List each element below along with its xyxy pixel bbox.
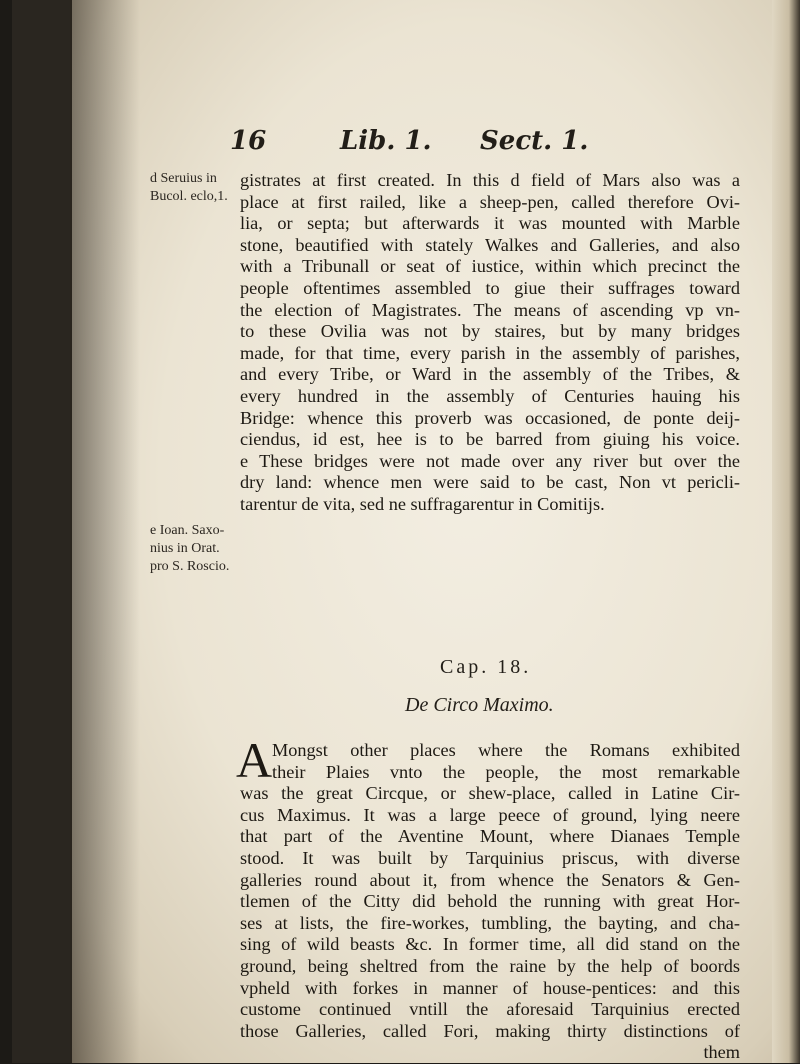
text-line: Mongst other places where the Romans exhibited: [272, 740, 740, 760]
gutter-shadow: [70, 0, 140, 1063]
text-line: stood. It was built by Tarquinius priscus, with diverse: [240, 847, 740, 868]
text-line: was the great Circque, or shew-place, called in Latine Cir-: [240, 783, 740, 804]
paragraph-ovilia: [240, 170, 740, 516]
margin-note-line: d Seruius in: [150, 171, 217, 186]
margin-note-line: nius in Orat.: [150, 541, 220, 556]
text-line: cus Maximus. It was a large peece of ground, lying neere: [240, 804, 740, 825]
running-header: [230, 126, 700, 162]
text-line: sing of wild beasts &c. In former time, all did stand on the: [240, 934, 740, 955]
text-line: their Plaies vnto the people, the most remarkable: [272, 761, 740, 782]
book-label: Lib. 1.: [340, 126, 432, 156]
text-line: Bridge: whence this proverb was occasioned, de ponte deij-: [240, 407, 740, 428]
drop-cap: A: [236, 732, 273, 788]
text-line: tarentur de vita, sed ne suffragarentur in Comitijs.: [240, 493, 605, 514]
margin-note-line: Bucol. eclo,1.: [150, 189, 228, 204]
section-label: Sect. 1.: [480, 126, 589, 156]
text-line: every hundred in the assembly of Centuries hauing his: [240, 385, 740, 406]
text-line: vpheld with forkes in manner of house-pentices: and this: [240, 977, 740, 998]
chapter-title: De Circo Maximo.: [405, 694, 554, 716]
margin-note-seruius: [150, 170, 228, 206]
paragraph-circus: [240, 740, 740, 1064]
text-line: with a Tribunall or seat of iustice, within which precinct the: [240, 256, 740, 277]
text-line: people oftentimes assembled to giue their suffrages toward: [240, 277, 740, 298]
text-line: and every Tribe, or Ward in the assembly of the Tribes, &: [240, 364, 740, 385]
text-line: ciendus, id est, hee is to be barred from giuing his voice.: [240, 429, 740, 450]
page-edge: [772, 0, 800, 1063]
text-line: the election of Magistrates. The means of ascending vp vn-: [240, 299, 740, 320]
text-line: tlemen of the Citty did behold the running with great Hor-: [240, 891, 740, 912]
text-line: ground, being sheltred from the raine by the help of boords: [240, 955, 740, 976]
text-line: stone, beautified with stately Walkes and Galleries, and also: [240, 234, 740, 255]
margin-note-saxonius: [150, 522, 229, 576]
text-line: lia, or septa; but afterwards it was mounted with Marble: [240, 213, 740, 234]
text-line: dry land: whence men were said to be cast, Non vt pericli-: [240, 472, 740, 493]
chapter-number: Cap. 18.: [440, 656, 532, 678]
text-line: those Galleries, called Fori, making thirty distinctions of: [240, 1020, 740, 1041]
catchword: them: [703, 1042, 740, 1063]
text-line: galleries round about it, from whence the Senators & Gen-: [240, 869, 740, 890]
text-line: ses at lists, the fire-workes, tumbling, the bayting, and cha-: [240, 912, 740, 933]
text-line: made, for that time, every parish in the assembly of parishes,: [240, 342, 740, 363]
text-line: custome continued vntill the aforesaid Tarquinius erected: [240, 999, 740, 1020]
text-line: gistrates at first created. In this d field of Mars also was a: [240, 170, 740, 190]
text-line: that part of the Aventine Mount, where Dianaes Temple: [240, 826, 740, 847]
text-line: place at first railed, like a sheep-pen, called therefore Ovi-: [240, 191, 740, 212]
text-line: to these Ovilia was not by staires, but by many bridges: [240, 321, 740, 342]
margin-note-line: pro S. Roscio.: [150, 559, 230, 574]
page-number: 16: [230, 126, 267, 156]
margin-note-line: e Ioan. Saxo-: [150, 523, 225, 538]
text-line: e These bridges were not made over any river but over the: [240, 450, 740, 471]
